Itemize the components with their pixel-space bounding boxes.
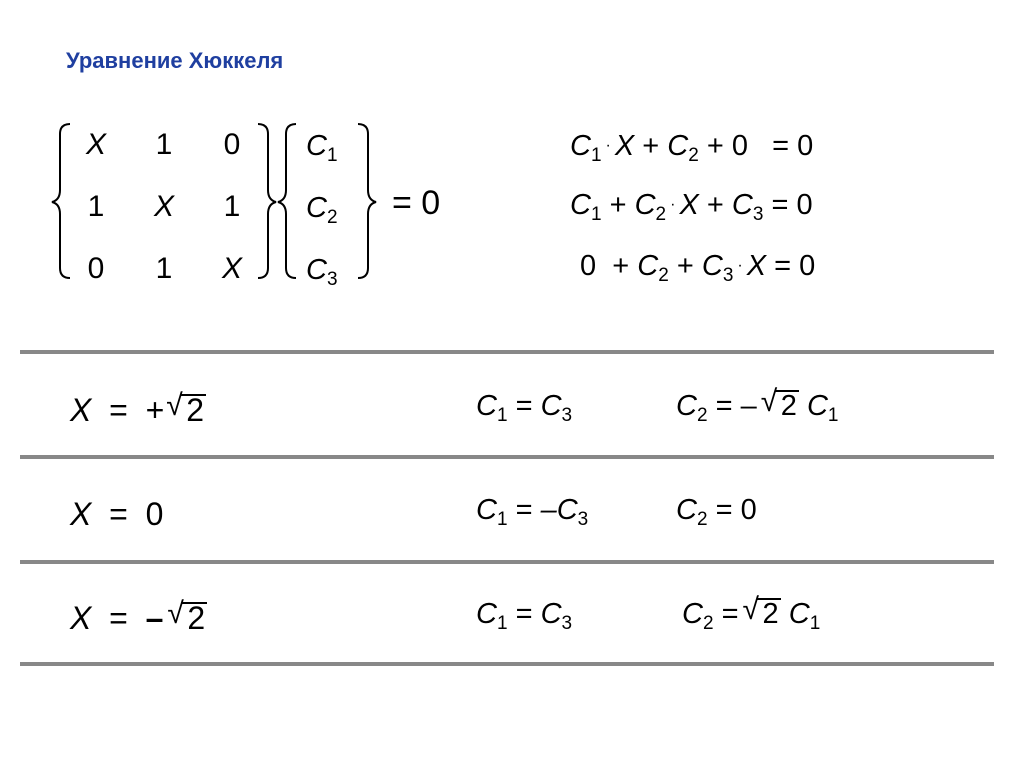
matrix <box>62 114 266 300</box>
matrix-cell: X <box>153 190 174 223</box>
divider <box>20 455 994 459</box>
divider <box>20 560 994 564</box>
solution-coeff-relation: $C_2$ = –√ 2 $C_1$ <box>676 388 838 424</box>
equation-3: $0 + C_2 + C_3 \cdot X = 0$ <box>580 250 816 286</box>
matrix-cell: X <box>85 128 106 161</box>
solution-coeff-relation: $C_2 = 0$ <box>676 494 757 530</box>
vector-left-bracket <box>278 124 296 278</box>
solution-coeff-relation: $C_1 = C_3$ <box>476 390 573 426</box>
equation-2: $C_1 + C_2 \cdot X + C_3 = 0$ <box>570 189 813 225</box>
vector-entry: $C_1$ <box>306 130 338 166</box>
solution-coeff-relation: $C_2$ =√ 2 $C_1$ <box>682 596 820 632</box>
matrix-cell: 1 <box>223 190 241 223</box>
solution-coeff-relation: $C_1 = -C_3$ <box>476 494 589 530</box>
page-title: Уравнение Хюккеля <box>66 48 284 73</box>
matrix-cell: 1 <box>155 252 173 285</box>
matrix-cell: 1 <box>155 128 173 161</box>
solution-coeff-relation: $C_1 = C_3$ <box>476 598 573 634</box>
matrix-cell: 1 <box>87 190 105 223</box>
matrix-cell: 0 <box>87 252 105 285</box>
solution-x: X = +√ 2 <box>70 392 206 428</box>
divider <box>20 350 994 354</box>
equation-1: $C_1 \cdot X + C_2 + 0$ = 0 <box>570 130 814 166</box>
vector-entry: $C_3$ <box>306 254 338 290</box>
vector-entry: $C_2$ <box>306 192 338 228</box>
matrix-cell: X <box>221 252 242 285</box>
divider <box>20 662 994 666</box>
matrix-cell: 0 <box>223 128 241 161</box>
equals-zero: = 0 <box>392 184 441 222</box>
sqrt-2: √ 2 <box>180 394 206 424</box>
solution-x: X = 0 <box>70 496 164 532</box>
vector-right-bracket <box>358 124 376 278</box>
solution-x: X = –√ 2 <box>70 600 207 636</box>
